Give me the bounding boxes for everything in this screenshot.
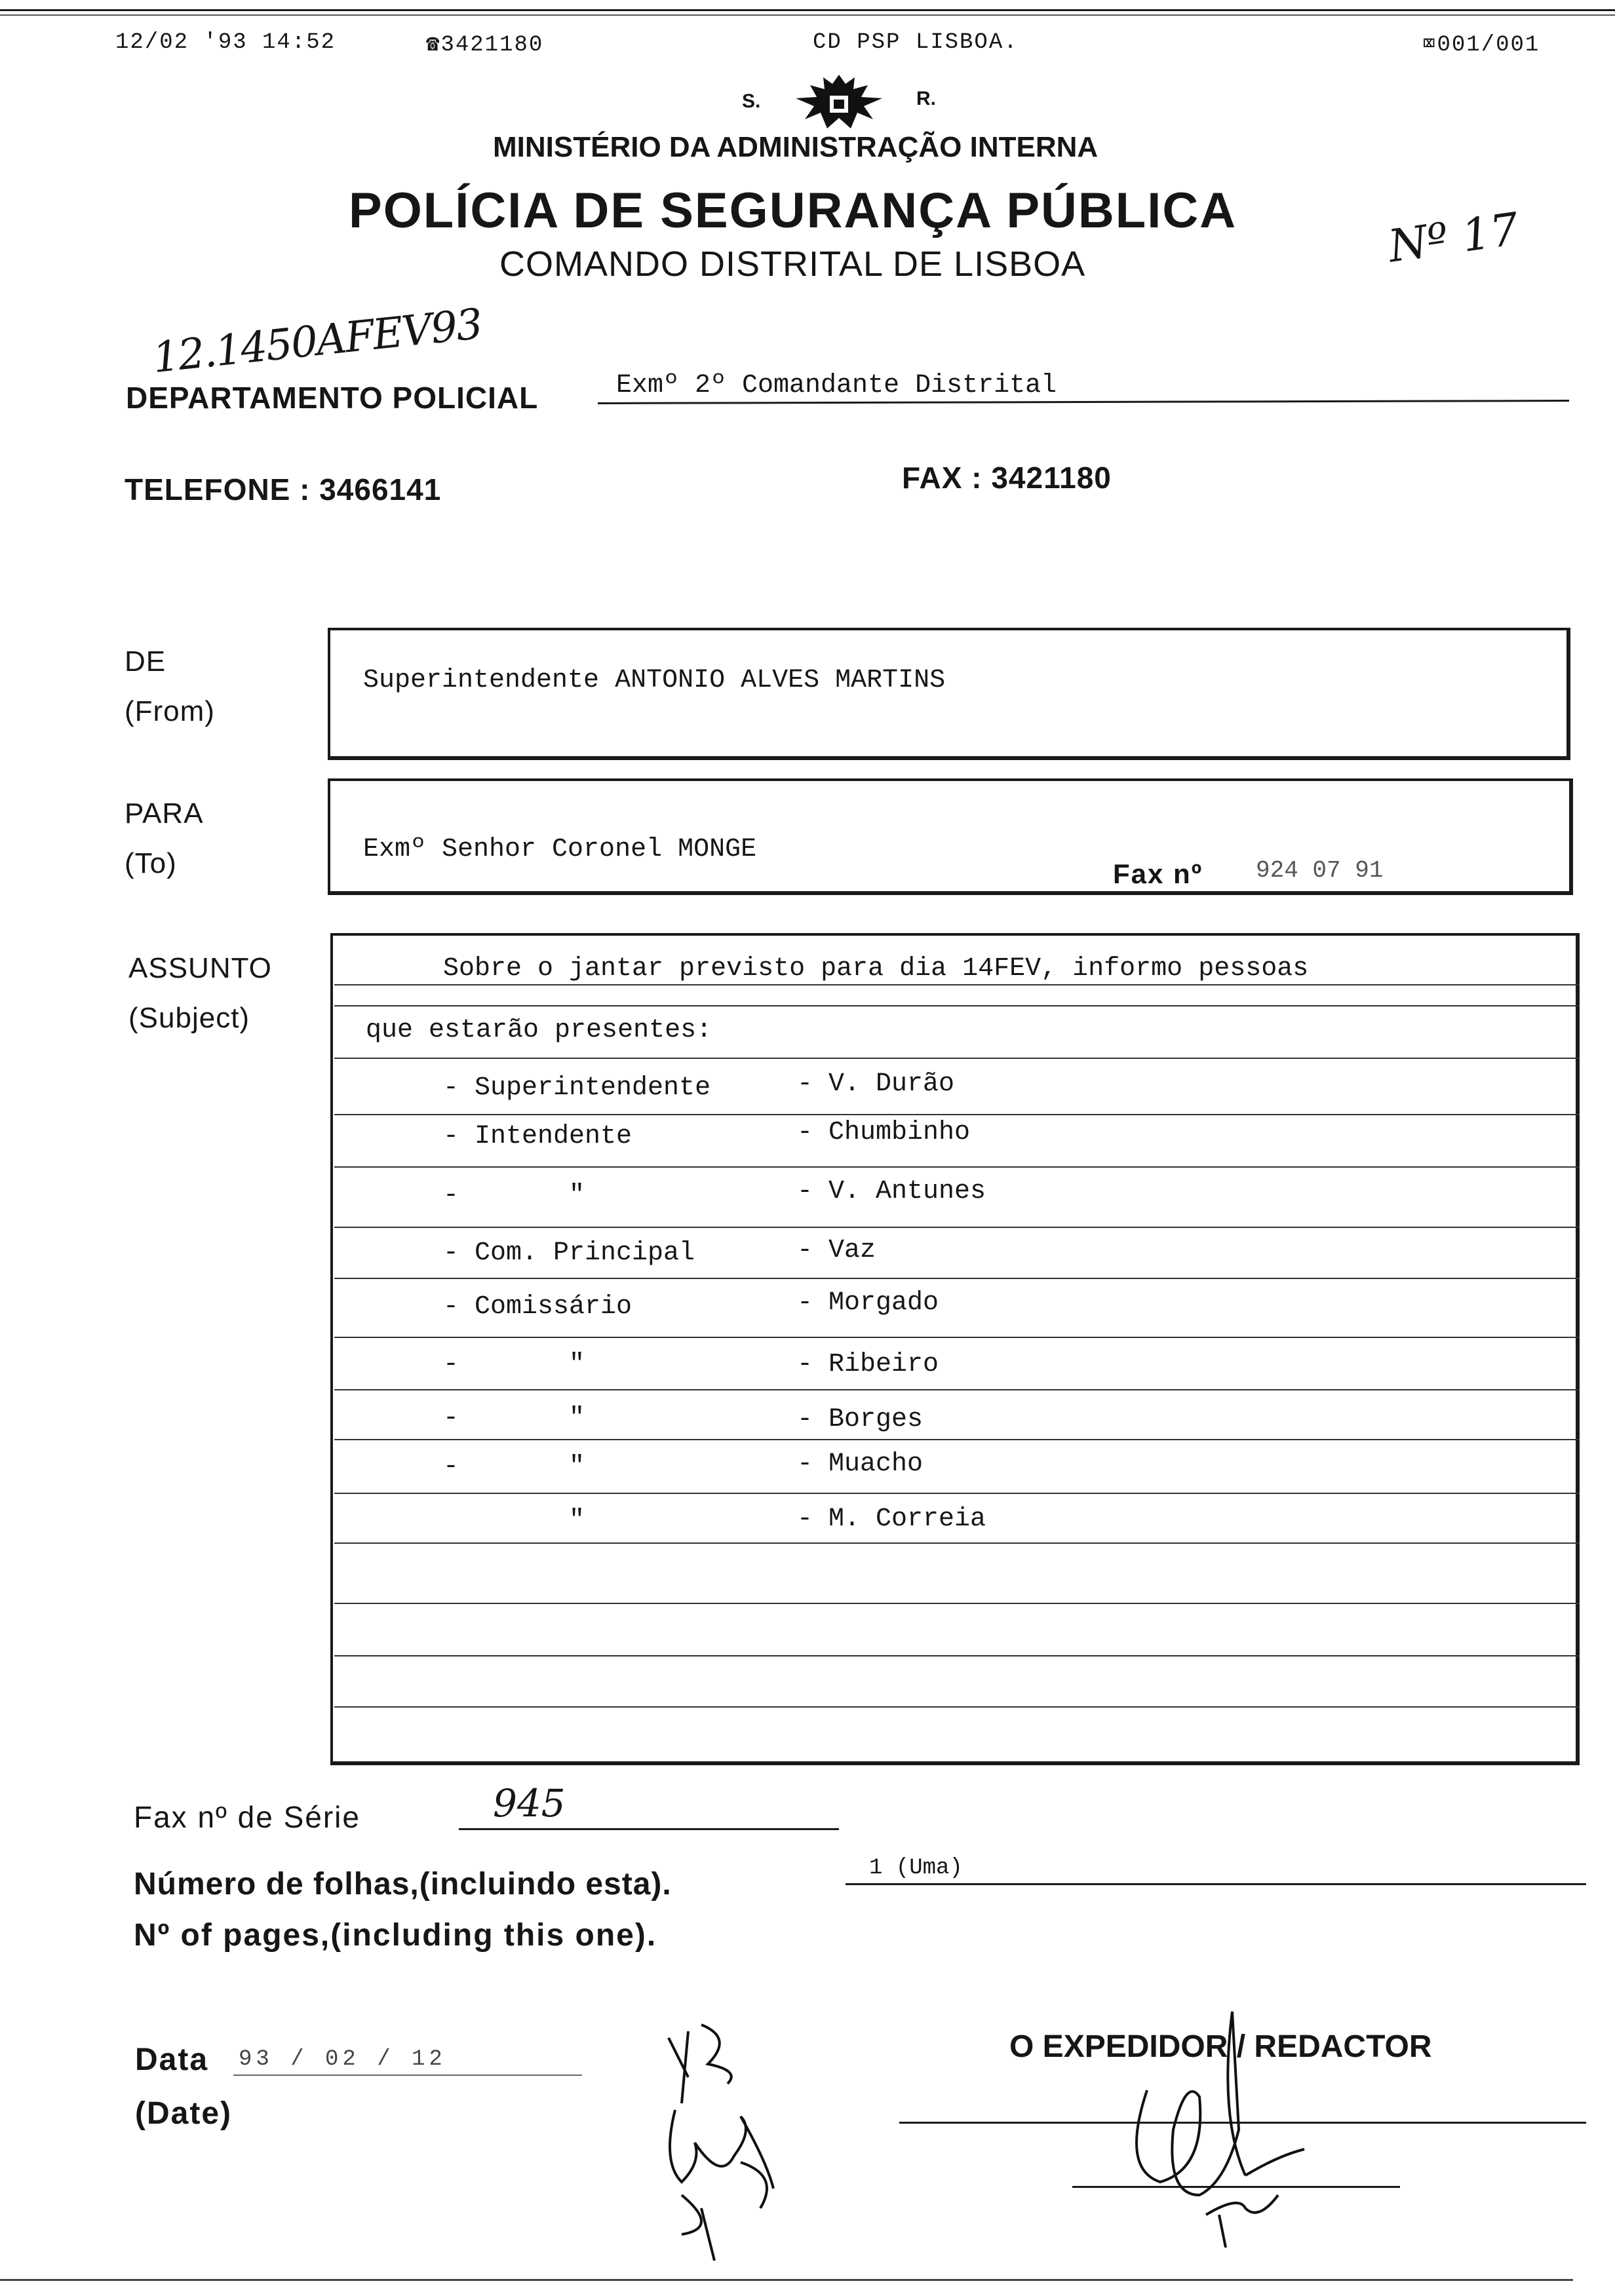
- to-value: Exmº Senhor Coronel MONGE: [363, 835, 757, 864]
- serial-label: Fax nº de Série: [134, 1800, 360, 1834]
- serial-underline: [459, 1828, 839, 1830]
- subject-rule: [334, 1439, 1580, 1440]
- fax-number-label: FAX : 3421180: [902, 461, 1112, 495]
- entry-rank: - Comissário: [443, 1292, 632, 1322]
- date-value: 93 / 02 / 12: [239, 2047, 446, 2072]
- sheets-underline: [846, 1883, 1586, 1885]
- to-label-block: [125, 789, 204, 889]
- from-label-en: (From): [125, 695, 215, 727]
- department-underline: [598, 400, 1569, 404]
- entry-name: - Borges: [797, 1405, 924, 1434]
- coat-of-arms-icon: [787, 72, 891, 132]
- subject-label-en: (Subject): [128, 1002, 250, 1034]
- entry-name: - Chumbinho: [797, 1118, 971, 1147]
- pages-label: Nº of pages,(including this one).: [134, 1918, 657, 1953]
- phone-label: TELEFONE : 3466141: [125, 472, 442, 507]
- top-border-line-2: [0, 14, 1615, 16]
- police-title: POLÍCIA DE SEGURANÇA PÚBLICA: [349, 183, 1237, 239]
- entry-rank: - Intendente: [443, 1122, 632, 1151]
- subject-label: ASSUNTO: [128, 952, 272, 984]
- to-label: PARA: [125, 797, 204, 830]
- from-label: DE: [125, 645, 166, 678]
- subject-rule: [334, 1005, 1580, 1006]
- entry-rank: - Superintendente: [443, 1073, 711, 1103]
- from-value: Superintendente ANTONIO ALVES MARTINS: [363, 666, 946, 695]
- top-border-line: [0, 9, 1615, 11]
- date-label: Data: [135, 2042, 209, 2077]
- subject-rule: [334, 1166, 1580, 1168]
- sender-title: O EXPEDIDOR / REDACTOR: [1009, 2029, 1432, 2064]
- handwritten-received-stamp: 12.1450AFEV93: [150, 299, 484, 383]
- handwritten-number: Nº 17: [1385, 203, 1523, 273]
- fax-phone: ☎3421180: [426, 33, 544, 58]
- subject-rule: [334, 1337, 1580, 1338]
- to-label-en: (To): [125, 847, 177, 879]
- to-fax-number: 924 07 91: [1256, 857, 1384, 884]
- date-underline: [233, 2075, 582, 2076]
- subject-label-block: [128, 944, 272, 1043]
- entry-name: - M. Correia: [797, 1504, 986, 1534]
- signature-right-icon: [1108, 1999, 1317, 2248]
- entry-name: - Muacho: [797, 1449, 924, 1479]
- ministry-title: MINISTÉRIO DA ADMINISTRAÇÃO INTERNA: [493, 131, 1099, 163]
- from-label-block: [125, 637, 215, 737]
- department-label: DEPARTAMENTO POLICIAL: [126, 381, 539, 415]
- sheets-label: Número de folhas,(incluindo esta).: [134, 1867, 672, 1902]
- bottom-border-line: [0, 2279, 1573, 2281]
- entry-rank: - ": [443, 1404, 585, 1433]
- department-value: Exmº 2º Comandante Distrital: [616, 371, 1057, 400]
- entry-rank: ": [443, 1506, 585, 1535]
- to-box: [328, 778, 1573, 895]
- subject-rule: [334, 1603, 1580, 1604]
- entry-name: - Ribeiro: [797, 1350, 939, 1379]
- entry-name: - V. Antunes: [797, 1177, 986, 1206]
- subject-rule: [334, 1114, 1580, 1115]
- emblem-letter-r: R.: [916, 88, 936, 109]
- from-box: [328, 628, 1570, 760]
- subject-rule: [334, 1058, 1580, 1059]
- subject-rule: [334, 1227, 1580, 1228]
- subject-rule: [334, 1706, 1580, 1708]
- to-fax-label: Fax nº: [1113, 858, 1203, 889]
- sheets-value: 1 (Uma): [869, 1856, 963, 1881]
- fax-pages: ⌧001/001: [1422, 33, 1540, 58]
- signature-left-icon: [642, 2012, 813, 2261]
- subject-rule: [334, 984, 1580, 985]
- subject-line-1: Sobre o jantar previsto para dia 14FEV, informo pessoas: [443, 954, 1309, 984]
- entry-rank: - ": [443, 1350, 585, 1379]
- subject-rule: [334, 1493, 1580, 1494]
- entry-rank: - Com. Principal: [443, 1238, 695, 1268]
- date-label-en: (Date): [135, 2096, 233, 2131]
- entry-rank: - ": [443, 1452, 585, 1482]
- entry-name: - V. Durão: [797, 1069, 955, 1099]
- fax-sender: CD PSP LISBOA.: [813, 30, 1019, 55]
- subject-rule: [334, 1655, 1580, 1656]
- subject-rule: [334, 1389, 1580, 1390]
- emblem-letter-s: S.: [742, 90, 761, 112]
- subject-line-2: que estarão presentes:: [366, 1016, 712, 1045]
- entry-rank: - ": [443, 1181, 585, 1210]
- command-title: COMANDO DISTRITAL DE LISBOA: [499, 244, 1086, 284]
- fax-datetime: 12/02 '93 14:52: [115, 30, 336, 55]
- serial-value: 945: [493, 1781, 566, 1826]
- entry-name: - Morgado: [797, 1288, 939, 1318]
- subject-rule: [334, 1542, 1580, 1544]
- entry-name: - Vaz: [797, 1236, 876, 1265]
- subject-rule: [334, 1278, 1580, 1279]
